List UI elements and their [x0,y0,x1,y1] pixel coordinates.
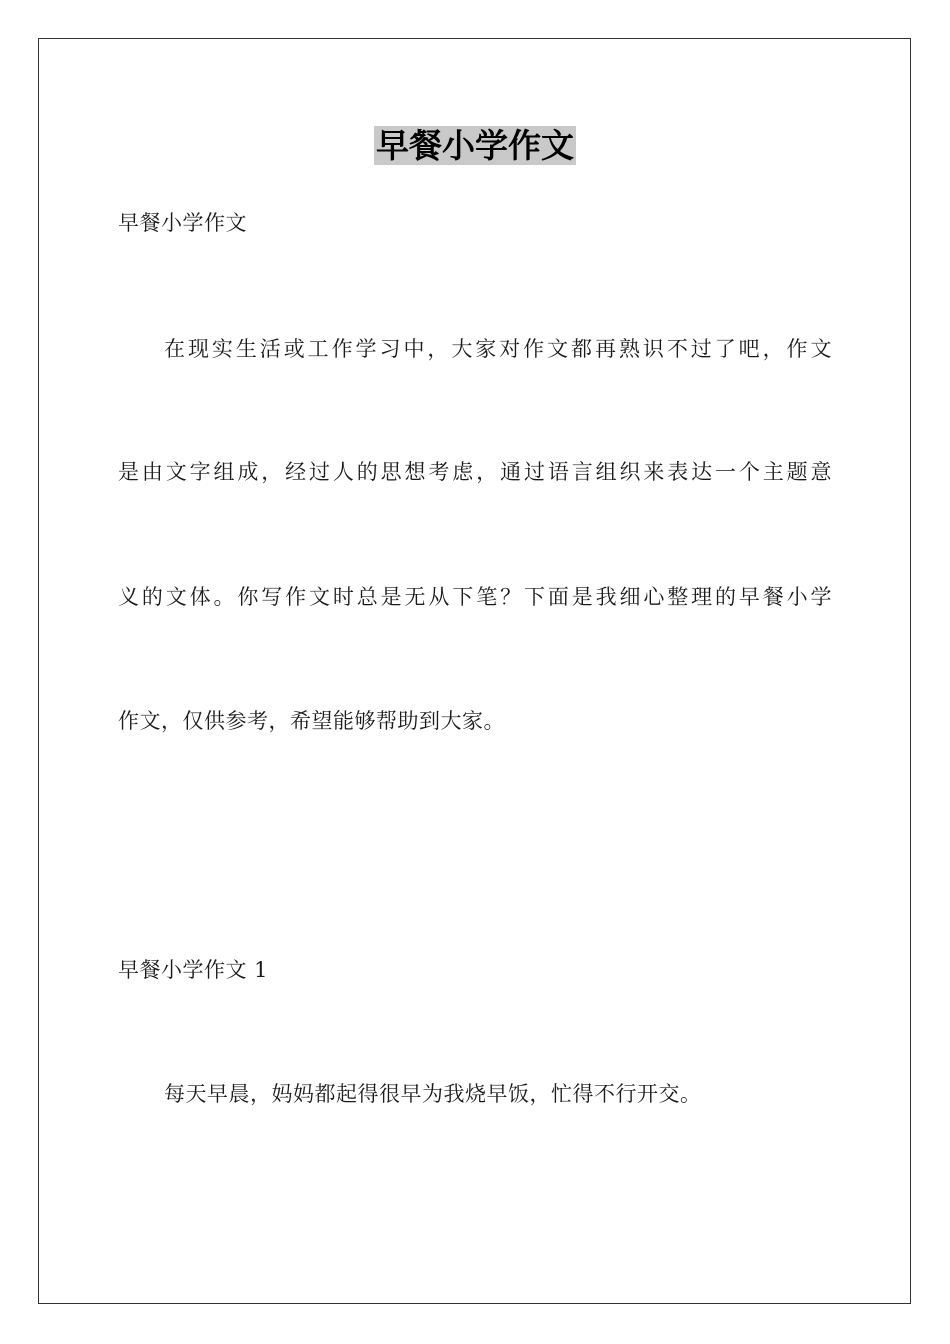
intro-line-1: 在现实生活或工作学习中，大家对作文都再熟识不过了吧，作文 [164,337,832,361]
intro-line-4: 作文，仅供参考，希望能够帮助到大家。 [118,709,505,733]
document-title [0,122,950,170]
section-heading: 早餐小学作文 1 [118,958,269,982]
section-paragraph-line: 每天早晨，妈妈都起得很早为我烧早饭，忙得不行开交。 [164,1082,702,1106]
document-subtitle: 早餐小学作文 [118,211,247,235]
document-title-text: 早餐小学作文 [376,126,574,165]
intro-line-3: 义的文体。你写作文时总是无从下笔？下面是我细心整理的早餐小学 [118,585,832,609]
intro-line-2: 是由文字组成，经过人的思想考虑，通过语言组织来表达一个主题意 [118,460,832,484]
